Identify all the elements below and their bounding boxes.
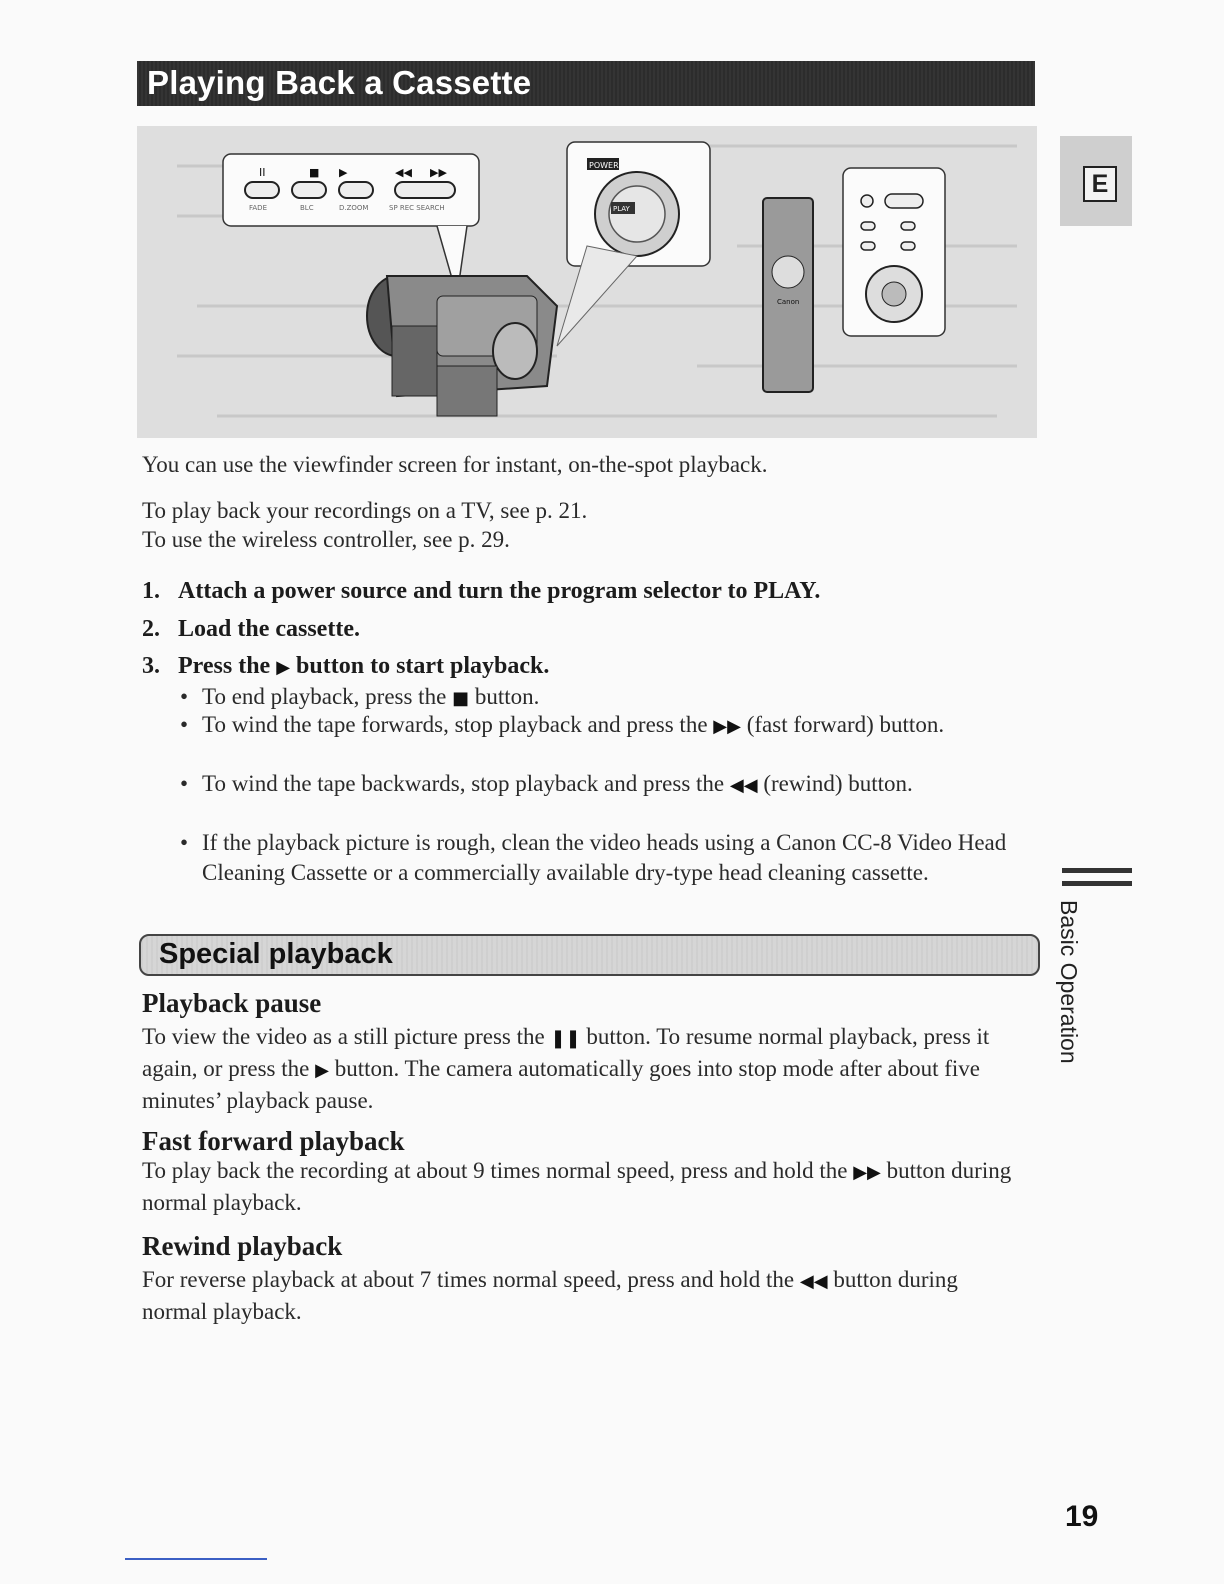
dzoom-label: D.ZOOM (339, 204, 369, 212)
pause-text-b: button. To resume normal playback, press it again, or press the (142, 1024, 990, 1081)
fast-forward-icon: ▶▶ (713, 716, 741, 737)
remote-brand: Canon (777, 298, 800, 306)
ff-text-a: To play back the recording at about 9 times normal speed, press and hold the (142, 1158, 848, 1183)
rewind-playback-text (142, 1265, 972, 1327)
fast-forward-playback-text (142, 1156, 1032, 1218)
bullet-rewind (180, 769, 1020, 801)
bullet-fast-forward (180, 710, 1020, 742)
bullet-2-text-b: (fast forward) button. (746, 712, 945, 737)
remote-controller (763, 198, 813, 392)
step-2 (142, 613, 360, 645)
fade-label: FADE (249, 204, 267, 212)
rewind-icon: ◀◀ (729, 775, 758, 796)
svg-text:■: ■ (309, 166, 320, 179)
pause-button-shape (245, 182, 279, 198)
play-button-shape (339, 182, 373, 198)
bullet-3-text-a: To wind the tape backwards, stop playback and press the (202, 771, 725, 796)
stop-icon: ■ (452, 688, 470, 709)
pause-icon: ❚❚ (550, 1028, 581, 1049)
bullet-2-text-a: To wind the tape forwards, stop playback and press the (202, 712, 708, 737)
bullet-3-text-b: (rewind) button. (763, 771, 913, 796)
rew-text-a: For reverse playback at about 7 times normal speed, press and hold the (142, 1267, 795, 1292)
language-tab-letter: E (1083, 166, 1117, 202)
play-icon-2: ▶ (315, 1060, 329, 1081)
bullet-1-text-a: To end playback, press the (202, 684, 447, 709)
page-title: Playing Back a Cassette (147, 64, 532, 101)
camcorder-illustration (137, 126, 1037, 438)
svg-text:▶▶: ▶▶ (430, 166, 447, 179)
playback-pause-text (142, 1022, 1012, 1116)
step-3 (142, 650, 549, 684)
fast-forward-playback-title: Fast forward playback (142, 1126, 405, 1156)
blc-label: BLC (300, 204, 314, 212)
intro-line-1: You can use the viewfinder screen for instant, on-the-spot playback. (142, 452, 768, 477)
step-1-text: Attach a power source and turn the program selector to PLAY. (178, 578, 821, 604)
bullet-1-text-b: button. (474, 684, 540, 709)
pause-text-c: button. The camera automatically goes into stop mode after about five minutes’ playback pause. (142, 1056, 980, 1113)
step-3-number: 3. (142, 653, 160, 679)
play-label: PLAY (613, 205, 630, 213)
bullet-cleaning (180, 828, 1020, 888)
rewind-playback-title: Rewind playback (142, 1231, 343, 1261)
rew-text-b: button during normal playback. (142, 1267, 958, 1324)
language-tab (1060, 136, 1132, 226)
title-banner (137, 61, 1035, 106)
fast-forward-icon-2: ▶▶ (853, 1162, 881, 1183)
step-1-number: 1. (142, 578, 160, 604)
footer-line (125, 1558, 267, 1560)
intro-line-2: To play back your recordings on a TV, see p. 21. (142, 498, 588, 523)
intro-line-3: To use the wireless controller, see p. 29. (142, 527, 510, 552)
ff-text-b: button during normal playback. (142, 1158, 1012, 1215)
play-icon: ▶ (276, 657, 291, 678)
svg-text:◀◀: ◀◀ (395, 166, 412, 179)
step-2-number: 2. (142, 616, 160, 642)
svg-text:▶: ▶ (339, 166, 348, 179)
page-number: 19 (1065, 1500, 1099, 1533)
side-rule-2 (1062, 881, 1132, 886)
power-label: POWER (589, 161, 619, 170)
rewind-icon-2: ◀◀ (799, 1271, 828, 1292)
special-playback-heading: Special playback (159, 938, 393, 970)
search-button-shape (395, 182, 455, 198)
side-rule-1 (1062, 868, 1132, 873)
special-playback-heading-box (139, 934, 1040, 976)
rec-search-label: SP REC SEARCH (389, 204, 445, 212)
bullet-4-text: If the playback picture is rough, clean the video heads using a Canon CC-8 Video Head Cleaning Cassette or a commercially available dry-type head cleaning cassette. (202, 830, 1007, 885)
step-1 (142, 575, 820, 607)
step-2-text: Load the cassette. (178, 616, 360, 642)
step-3-text-a: Press the (178, 653, 271, 679)
section-side-label (1055, 900, 1095, 1100)
stop-button-shape (292, 182, 326, 198)
svg-text:II: II (259, 166, 266, 179)
pause-text-a: To view the video as a still picture press the (142, 1024, 545, 1049)
section-side-text: Basic Operation (1056, 900, 1082, 1064)
step-3-text-b: button to start playback. (296, 653, 550, 679)
playback-pause-title: Playback pause (142, 988, 322, 1018)
